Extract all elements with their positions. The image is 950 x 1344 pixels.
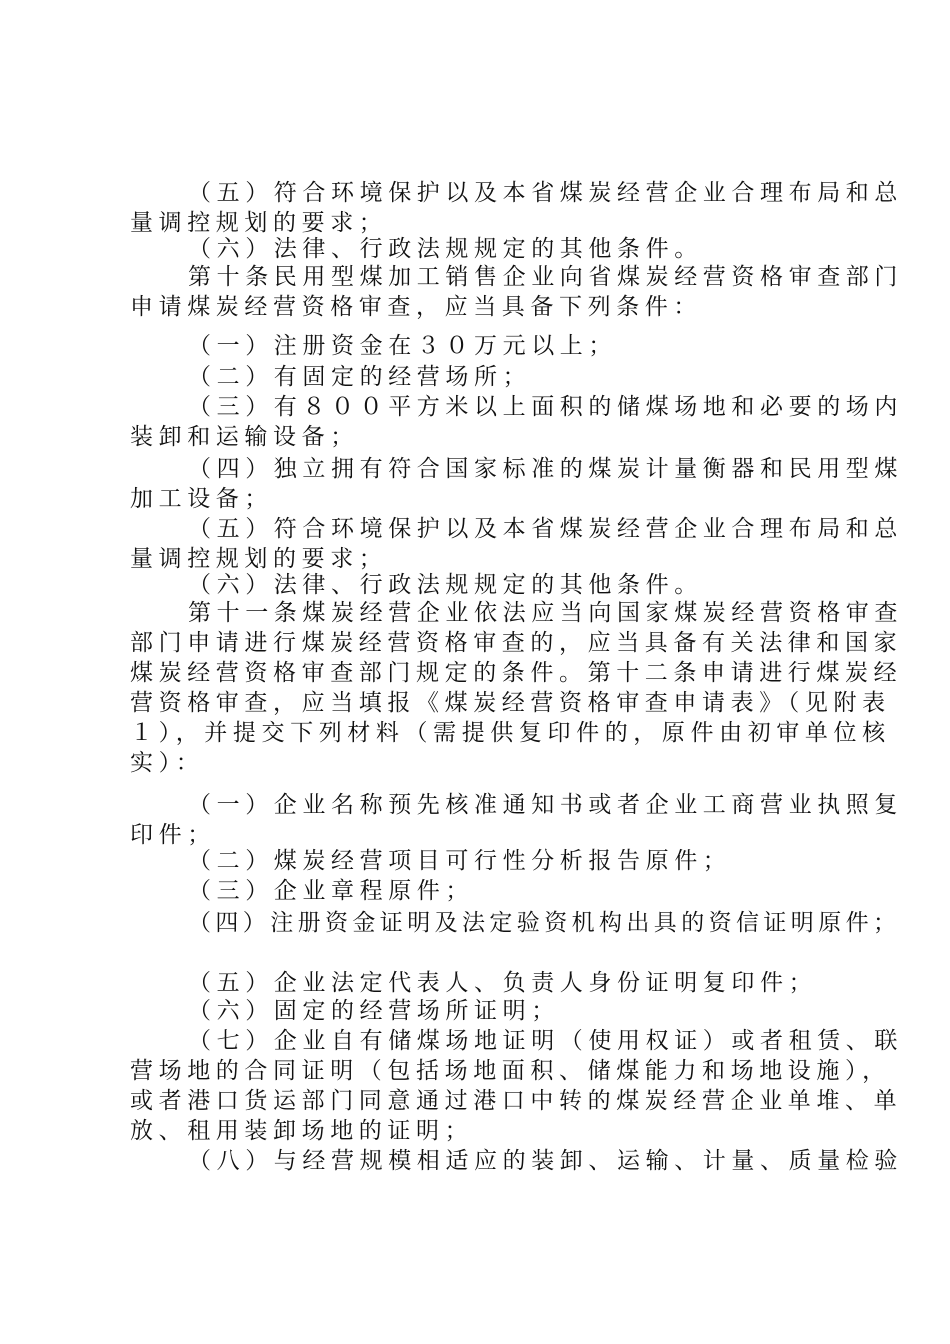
text-line: （三）企业章程原件； [188,878,474,904]
paragraph [130,1026,903,1146]
paragraph [130,454,903,514]
paragraph [130,598,903,778]
paragraph [130,362,836,392]
text-line: 申请煤炭经营资格审查，应当具备下列条件： [130,294,702,320]
text-line: （六）法律、行政法规规定的其他条件。 [188,572,703,598]
text-line: （二）有固定的经营场所； [188,364,532,390]
paragraph [130,514,903,574]
text-line: 第十一条煤炭经营企业依法应当向国家煤炭经营资格审查 [188,600,903,626]
text-line: （五）企业法定代表人、负责人身份证明复印件； [188,970,818,996]
text-line: 或者港口货运部门同意通过港口中转的煤炭经营企业单堆、单 [130,1088,903,1114]
paragraph [130,392,903,452]
text-line: 营资格审查，应当填报《煤炭经营资格审查申请表》（见附表 [130,690,891,716]
paragraph [130,908,901,938]
text-line: 量调控规划的要求； [130,546,388,572]
paragraph [130,178,903,238]
text-line: 营场地的合同证明（包括场地面积、储煤能力和场地设施）， [130,1058,891,1084]
paragraph [130,570,836,600]
text-line: （五）符合环境保护以及本省煤炭经营企业合理布局和总 [188,180,903,206]
text-line: 煤炭经营资格审查部门规定的条件。第十二条申请进行煤炭经 [130,660,903,686]
paragraph [130,876,836,906]
paragraph [130,996,836,1026]
text-line: （六）固定的经营场所证明； [188,998,560,1024]
text-line: （一）企业名称预先核准通知书或者企业工商营业执照复 [188,792,903,818]
paragraph [130,331,836,361]
text-line: １），并提交下列材料（需提供复印件的，原件由初审单位核 [130,720,891,746]
text-line: （二）煤炭经营项目可行性分析报告原件； [188,848,732,874]
text-line: （七）企业自有储煤场地证明（使用权证）或者租赁、联 [188,1028,903,1054]
text-line: 部门申请进行煤炭经营资格审查的，应当具备有关法律和国家 [130,630,903,656]
text-line: 装卸和运输设备； [130,424,359,450]
text-line: （一）注册资金在３０万元以上； [188,333,617,359]
text-line: 印件； [130,822,216,848]
text-line: （八）与经营规模相适应的装卸、运输、计量、质量检验 [188,1148,903,1174]
text-line: 加工设备； [130,486,273,512]
text-line: 第十条民用型煤加工销售企业向省煤炭经营资格审查部门 [188,264,903,290]
paragraph [130,968,836,998]
paragraph [130,1146,903,1176]
paragraph [130,262,903,322]
text-line: 量调控规划的要求； [130,210,388,236]
text-line: （四）独立拥有符合国家标准的煤炭计量衡器和民用型煤 [188,456,903,482]
paragraph [130,846,836,876]
text-line: （六）法律、行政法规规定的其他条件。 [188,236,703,262]
text-line: （三）有８００平方米以上面积的储煤场地和必要的场内 [188,394,903,420]
text-line: 实）： [130,750,205,776]
text-line: （四）注册资金证明及法定验资机构出具的资信证明原件； [188,910,901,936]
paragraph [130,790,903,850]
text-line: 放、租用装卸场地的证明； [130,1118,474,1144]
text-line: （五）符合环境保护以及本省煤炭经营企业合理布局和总 [188,516,903,542]
paragraph [130,234,836,264]
